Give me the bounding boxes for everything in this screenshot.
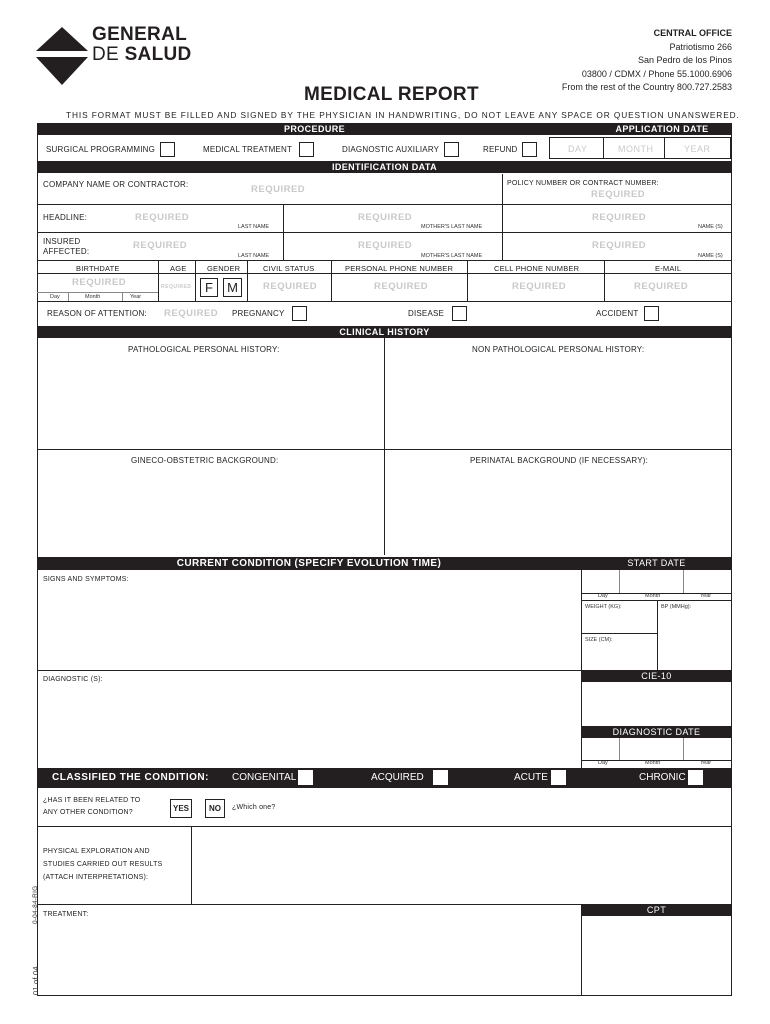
office-line4: From the rest of the Country 800.727.2583 (561, 82, 732, 92)
insured-last-name-input[interactable]: REQUIRED (133, 240, 188, 251)
cpt-header: CPT (581, 904, 732, 916)
reason-label: REASON OF ATTENTION: (47, 309, 147, 318)
instructions: THIS FORMAT MUST BE FILLED AND SIGNED BY THE PHYSICIAN IN HANDWRITING, DO NOT LEAVE ANY SPACE OR QUESTION UNANSWERED. (66, 110, 740, 120)
civil-status-input[interactable]: REQUIRED (263, 281, 318, 292)
signs-label: SIGNS AND SYMPTOMS: (43, 576, 129, 583)
office-line1: Patriotismo 266 (669, 41, 732, 52)
clinical-header: CLINICAL HISTORY (37, 326, 732, 338)
classified-label: CLASSIFIED THE CONDITION: (52, 772, 209, 783)
personal-phone-col: PERSONAL PHONE NUMBER (345, 264, 454, 273)
pathological-area[interactable] (38, 356, 383, 448)
cpt-area[interactable] (582, 917, 731, 995)
company-label: COMPANY NAME OR CONTRACTOR: (43, 180, 189, 189)
application-month-input[interactable]: MONTH (618, 144, 654, 154)
central-office (562, 27, 732, 95)
birthdate-col: BIRTHDATE (76, 264, 120, 273)
diagnostic-date-header: DIAGNOSTIC DATE (581, 726, 732, 738)
perinatal-area[interactable] (386, 467, 731, 554)
acquired-checkbox[interactable] (433, 770, 448, 785)
pregnancy-checkbox[interactable] (292, 306, 307, 321)
which-label: ¿Which one? (232, 804, 276, 811)
insured-names-input[interactable]: REQUIRED (592, 240, 647, 251)
bp-label: BP (MMHg): (661, 604, 692, 610)
gender-m-checkbox[interactable]: M (223, 278, 242, 297)
start-year-sub: Year (700, 593, 712, 599)
gineco-label: GINECO-OBSTETRIC BACKGROUND: (131, 456, 279, 465)
non-pathological-area[interactable] (386, 356, 731, 448)
office-title: CENTRAL OFFICE (653, 28, 732, 38)
birth-year-sub: Year (130, 294, 142, 300)
disease-checkbox[interactable] (452, 306, 467, 321)
logo-icon (36, 27, 88, 87)
procedure-surgical-checkbox[interactable] (160, 142, 175, 157)
office-line2: San Pedro de los Pinos (637, 55, 732, 65)
headline-names-sub: NAME (S) (698, 224, 723, 230)
headline-last-name-input[interactable]: REQUIRED (135, 212, 190, 223)
diag-month-sub: Month (645, 760, 661, 766)
accident-checkbox[interactable] (644, 306, 659, 321)
related-label-1: ¿HAS IT BEEN RELATED TO (43, 797, 141, 804)
cie-header: CIE-10 (581, 670, 732, 682)
age-input[interactable]: REQUIRED (161, 284, 192, 290)
application-day-input[interactable]: DAY (568, 144, 588, 154)
email-col: E-MAIL (655, 264, 682, 273)
current-condition-header: CURRENT CONDITION (SPECIFY EVOLUTION TIME) (37, 557, 581, 570)
headline-last-name-sub: LAST NAME (238, 224, 270, 230)
acquired-label: ACQUIRED (371, 772, 424, 783)
policy-label: POLICY NUMBER OR CONTRACT NUMBER: (507, 180, 659, 187)
physical-label-1: PHYSICAL EXPLORATION AND (43, 848, 150, 855)
start-date-header: START DATE (581, 557, 732, 570)
insured-mothers-sub: MOTHER'S LAST NAME (421, 253, 483, 259)
physical-area[interactable] (193, 828, 730, 902)
pathological-label: PATHOLOGICAL PERSONAL HISTORY: (128, 345, 280, 354)
gineco-area[interactable] (38, 467, 383, 554)
gender-f-checkbox[interactable]: F (200, 278, 218, 297)
pregnancy-label: PREGNANCY (232, 309, 285, 318)
headline-names-input[interactable]: REQUIRED (592, 212, 647, 223)
form-code: 0-04-84-RIG (32, 885, 39, 924)
reason-input[interactable]: REQUIRED (164, 308, 219, 319)
application-date-header: APPLICATION DATE (592, 123, 732, 135)
related-no-checkbox[interactable]: NO (205, 799, 225, 818)
chronic-checkbox[interactable] (688, 770, 703, 785)
procedure-diagnostic-label: DIAGNOSTIC AUXILIARY (342, 145, 440, 154)
insured-mothers-input[interactable]: REQUIRED (358, 240, 413, 251)
accident-label: ACCIDENT (596, 309, 639, 318)
congenital-checkbox[interactable] (298, 770, 313, 785)
disease-label: DISEASE (408, 309, 445, 318)
cell-phone-input[interactable]: REQUIRED (512, 281, 567, 292)
insured-names-sub: NAME (S) (698, 253, 723, 259)
diagnostic-label: DIAGNOSTIC (S): (43, 676, 103, 683)
insured-last-name-sub: LAST NAME (238, 253, 270, 259)
procedure-medical-checkbox[interactable] (299, 142, 314, 157)
perinatal-label: PERINATAL BACKGROUND (IF NECESSARY): (470, 456, 649, 465)
headline-label: HEADLINE: (43, 213, 88, 222)
identification-header: IDENTIFICATION DATA (37, 161, 732, 173)
brand-line1: GENERAL (92, 24, 187, 45)
treatment-area[interactable] (38, 922, 580, 994)
procedure-medical-label: MEDICAL TREATMENT (203, 145, 293, 154)
procedure-surgical-label: SURGICAL PROGRAMMING (46, 145, 156, 154)
procedure-refund-label: REFUND (483, 145, 518, 154)
acute-checkbox[interactable] (551, 770, 566, 785)
related-label-2: ANY OTHER CONDITION? (43, 809, 133, 816)
signs-area[interactable] (38, 586, 580, 669)
cell-phone-col: CELL PHONE NUMBER (494, 264, 580, 273)
headline-mothers-sub: MOTHER'S LAST NAME (421, 224, 483, 230)
application-year-input[interactable]: YEAR (684, 144, 711, 154)
office-line3: 03800 / CDMX / Phone 55.1000.6906 (581, 68, 732, 79)
policy-input[interactable]: REQUIRED (591, 189, 646, 200)
birth-day-sub: Day (50, 294, 60, 300)
weight-label: WEIGHT (KG): (585, 604, 622, 610)
start-month-sub: Month (645, 593, 661, 599)
brand-line2 (92, 44, 192, 66)
procedure-diagnostic-checkbox[interactable] (444, 142, 459, 157)
birth-month-sub: Month (85, 294, 101, 300)
insured-label-2: AFFECTED: (43, 247, 90, 256)
procedure-header: PROCEDURE (37, 123, 592, 135)
headline-mothers-input[interactable]: REQUIRED (358, 212, 413, 223)
chronic-label: CHRONIC (639, 772, 686, 783)
email-input[interactable]: REQUIRED (634, 281, 689, 292)
procedure-refund-checkbox[interactable] (522, 142, 537, 157)
civil-status-col: CIVIL STATUS (263, 264, 315, 273)
page-title: MEDICAL REPORT (304, 84, 479, 105)
which-input[interactable] (300, 796, 728, 820)
brand-line2-b: SALUD (124, 44, 192, 65)
insured-label-1: INSURED (43, 237, 81, 246)
congenital-label: CONGENITAL (232, 772, 297, 783)
brand-line2-a: DE (92, 44, 125, 65)
diag-year-sub: Year (700, 760, 712, 766)
treatment-label: TREATMENT: (43, 911, 89, 918)
gender-col: GENDER (207, 264, 241, 273)
birthdate-input[interactable]: REQUIRED (72, 277, 127, 288)
size-label: SIZE (CM): (585, 637, 613, 643)
diag-day-sub: Day (598, 760, 608, 766)
physical-label-3: (ATTACH INTERPRETATIONS): (43, 874, 149, 881)
start-day-sub: Day (598, 593, 608, 599)
diagnostic-area[interactable] (38, 686, 580, 766)
company-input[interactable]: REQUIRED (251, 184, 306, 195)
acute-label: ACUTE (514, 772, 548, 783)
physical-label-2: STUDIES CARRIED OUT RESULTS (43, 861, 163, 868)
non-pathological-label: NON PATHOLOGICAL PERSONAL HISTORY: (472, 345, 645, 354)
personal-phone-input[interactable]: REQUIRED (374, 281, 429, 292)
age-col: AGE (170, 264, 187, 273)
page-number: 01 of 04 (31, 966, 40, 995)
related-yes-checkbox[interactable]: YES (170, 799, 192, 818)
